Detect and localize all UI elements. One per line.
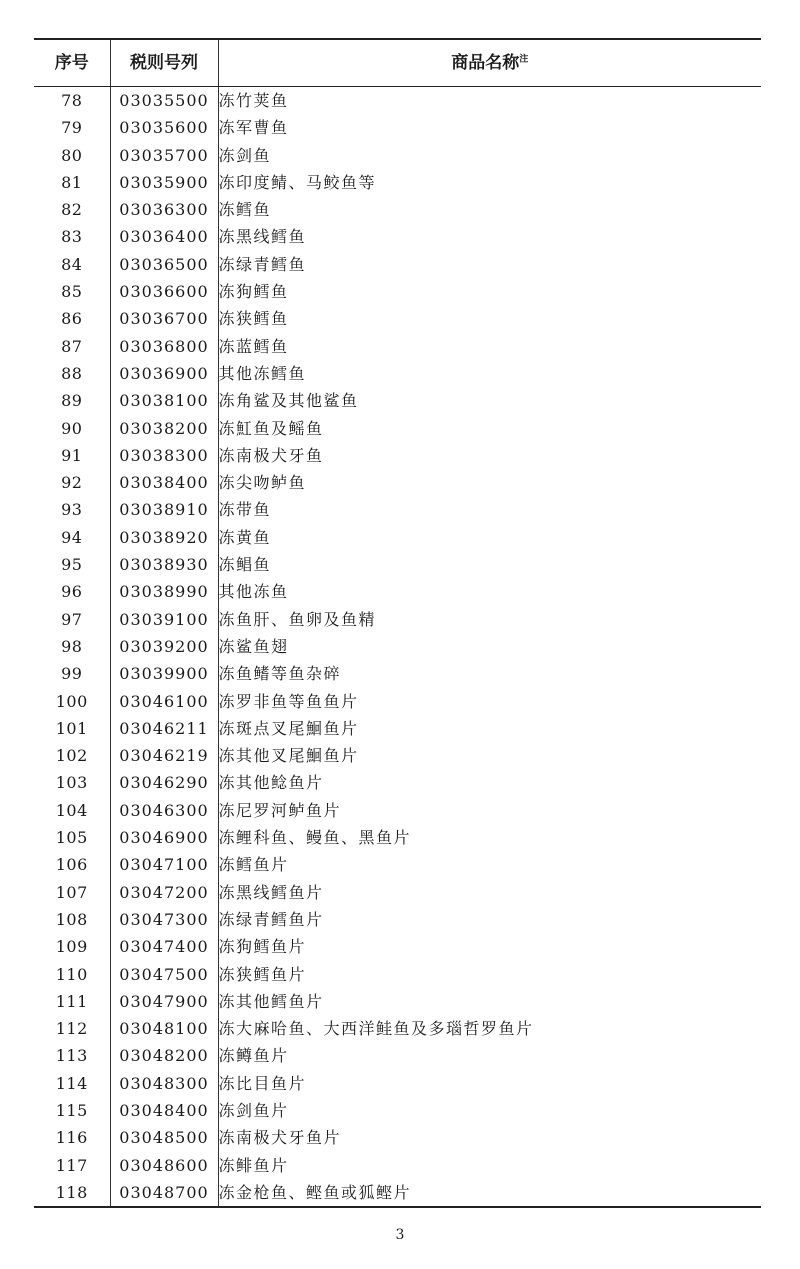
row-serial-number: 118 bbox=[34, 1179, 110, 1207]
row-serial-number: 98 bbox=[34, 633, 110, 660]
row-tariff-code: 03046100 bbox=[110, 688, 218, 715]
header-note-mark: 注 bbox=[519, 54, 529, 65]
row-product-name: 冻剑鱼 bbox=[218, 142, 761, 169]
header-product-name bbox=[218, 39, 761, 87]
row-tariff-code: 03046290 bbox=[110, 769, 218, 796]
table-row bbox=[34, 142, 761, 169]
row-tariff-code: 03039100 bbox=[110, 606, 218, 633]
row-tariff-code: 03039900 bbox=[110, 660, 218, 687]
table-row bbox=[34, 1070, 761, 1097]
row-serial-number: 110 bbox=[34, 961, 110, 988]
table-row bbox=[34, 1179, 761, 1207]
row-serial-number: 105 bbox=[34, 824, 110, 851]
row-serial-number: 96 bbox=[34, 578, 110, 605]
row-tariff-code: 03048600 bbox=[110, 1152, 218, 1179]
row-tariff-code: 03046211 bbox=[110, 715, 218, 742]
row-tariff-code: 03048200 bbox=[110, 1042, 218, 1069]
row-serial-number: 89 bbox=[34, 387, 110, 414]
row-serial-number: 91 bbox=[34, 442, 110, 469]
row-serial-number: 113 bbox=[34, 1042, 110, 1069]
row-serial-number: 107 bbox=[34, 879, 110, 906]
row-tariff-code: 03036800 bbox=[110, 333, 218, 360]
row-tariff-code: 03048300 bbox=[110, 1070, 218, 1097]
row-serial-number: 111 bbox=[34, 988, 110, 1015]
row-product-name: 冻南极犬牙鱼 bbox=[218, 442, 761, 469]
row-product-name: 冻鳕鱼 bbox=[218, 196, 761, 223]
row-tariff-code: 03036500 bbox=[110, 251, 218, 278]
row-product-name: 冻其他叉尾鮰鱼片 bbox=[218, 742, 761, 769]
row-tariff-code: 03047900 bbox=[110, 988, 218, 1015]
table-row bbox=[34, 906, 761, 933]
row-serial-number: 78 bbox=[34, 87, 110, 115]
row-product-name: 冻比目鱼片 bbox=[218, 1070, 761, 1097]
table-row bbox=[34, 1124, 761, 1151]
table-row bbox=[34, 469, 761, 496]
row-tariff-code: 03035700 bbox=[110, 142, 218, 169]
tariff-table bbox=[34, 38, 761, 1208]
row-serial-number: 92 bbox=[34, 469, 110, 496]
row-serial-number: 97 bbox=[34, 606, 110, 633]
row-tariff-code: 03038920 bbox=[110, 524, 218, 551]
table-row bbox=[34, 1015, 761, 1042]
row-product-name: 冻鲤科鱼、鳗鱼、黑鱼片 bbox=[218, 824, 761, 851]
table-row bbox=[34, 742, 761, 769]
row-tariff-code: 03038400 bbox=[110, 469, 218, 496]
row-serial-number: 93 bbox=[34, 496, 110, 523]
table-row bbox=[34, 824, 761, 851]
row-product-name: 冻尖吻鲈鱼 bbox=[218, 469, 761, 496]
table-row bbox=[34, 578, 761, 605]
row-tariff-code: 03047100 bbox=[110, 851, 218, 878]
table-row bbox=[34, 524, 761, 551]
row-tariff-code: 03038930 bbox=[110, 551, 218, 578]
table-row bbox=[34, 496, 761, 523]
row-tariff-code: 03048700 bbox=[110, 1179, 218, 1207]
row-tariff-code: 03035900 bbox=[110, 169, 218, 196]
table-header bbox=[34, 39, 761, 87]
row-serial-number: 83 bbox=[34, 223, 110, 250]
row-tariff-code: 03038200 bbox=[110, 415, 218, 442]
row-serial-number: 117 bbox=[34, 1152, 110, 1179]
table-row bbox=[34, 333, 761, 360]
row-product-name: 冻鲳鱼 bbox=[218, 551, 761, 578]
row-tariff-code: 03036400 bbox=[110, 223, 218, 250]
row-serial-number: 82 bbox=[34, 196, 110, 223]
row-tariff-code: 03047500 bbox=[110, 961, 218, 988]
row-serial-number: 108 bbox=[34, 906, 110, 933]
row-product-name: 冻狗鳕鱼 bbox=[218, 278, 761, 305]
row-product-name: 冻鳕鱼片 bbox=[218, 851, 761, 878]
header-tariff-code: 税则号列 bbox=[110, 39, 218, 87]
table-row bbox=[34, 1152, 761, 1179]
row-product-name: 冻罗非鱼等鱼鱼片 bbox=[218, 688, 761, 715]
row-product-name: 冻鲨鱼翅 bbox=[218, 633, 761, 660]
row-product-name: 冻鳟鱼片 bbox=[218, 1042, 761, 1069]
row-serial-number: 102 bbox=[34, 742, 110, 769]
row-tariff-code: 03048500 bbox=[110, 1124, 218, 1151]
row-serial-number: 101 bbox=[34, 715, 110, 742]
row-serial-number: 86 bbox=[34, 305, 110, 332]
table-row bbox=[34, 223, 761, 250]
table-row bbox=[34, 606, 761, 633]
row-serial-number: 81 bbox=[34, 169, 110, 196]
row-serial-number: 87 bbox=[34, 333, 110, 360]
row-tariff-code: 03035600 bbox=[110, 114, 218, 141]
row-product-name: 冻金枪鱼、鲣鱼或狐鲣片 bbox=[218, 1179, 761, 1207]
header-product-name-label: 商品名称 bbox=[451, 53, 520, 73]
table-row bbox=[34, 879, 761, 906]
row-serial-number: 104 bbox=[34, 797, 110, 824]
row-serial-number: 90 bbox=[34, 415, 110, 442]
row-serial-number: 94 bbox=[34, 524, 110, 551]
table-row bbox=[34, 797, 761, 824]
table-row bbox=[34, 1042, 761, 1069]
header-row bbox=[34, 39, 761, 87]
table-row bbox=[34, 769, 761, 796]
row-product-name: 冻带鱼 bbox=[218, 496, 761, 523]
row-tariff-code: 03036300 bbox=[110, 196, 218, 223]
row-product-name: 冻狗鳕鱼片 bbox=[218, 933, 761, 960]
table-row bbox=[34, 851, 761, 878]
row-product-name: 其他冻鳕鱼 bbox=[218, 360, 761, 387]
row-product-name: 冻狭鳕鱼片 bbox=[218, 961, 761, 988]
row-tariff-code: 03038910 bbox=[110, 496, 218, 523]
row-serial-number: 109 bbox=[34, 933, 110, 960]
table-row bbox=[34, 278, 761, 305]
row-product-name: 冻印度鲭、马鲛鱼等 bbox=[218, 169, 761, 196]
table-row bbox=[34, 688, 761, 715]
page-number: 3 bbox=[395, 1227, 405, 1243]
row-product-name: 冻蓝鳕鱼 bbox=[218, 333, 761, 360]
row-product-name: 冻鱼鳍等鱼杂碎 bbox=[218, 660, 761, 687]
row-tariff-code: 03047400 bbox=[110, 933, 218, 960]
table-row bbox=[34, 387, 761, 414]
row-serial-number: 88 bbox=[34, 360, 110, 387]
row-product-name: 冻大麻哈鱼、大西洋鲑鱼及多瑙哲罗鱼片 bbox=[218, 1015, 761, 1042]
table-row bbox=[34, 360, 761, 387]
table-row bbox=[34, 933, 761, 960]
table-row bbox=[34, 715, 761, 742]
row-tariff-code: 03039200 bbox=[110, 633, 218, 660]
row-serial-number: 99 bbox=[34, 660, 110, 687]
row-serial-number: 100 bbox=[34, 688, 110, 715]
row-serial-number: 106 bbox=[34, 851, 110, 878]
table-row bbox=[34, 660, 761, 687]
table-row bbox=[34, 442, 761, 469]
row-product-name: 冻黑线鳕鱼片 bbox=[218, 879, 761, 906]
row-tariff-code: 03036900 bbox=[110, 360, 218, 387]
row-tariff-code: 03048100 bbox=[110, 1015, 218, 1042]
table-row bbox=[34, 196, 761, 223]
row-tariff-code: 03038300 bbox=[110, 442, 218, 469]
row-tariff-code: 03038100 bbox=[110, 387, 218, 414]
row-product-name: 冻尼罗河鲈鱼片 bbox=[218, 797, 761, 824]
row-serial-number: 79 bbox=[34, 114, 110, 141]
row-serial-number: 114 bbox=[34, 1070, 110, 1097]
table-row bbox=[34, 633, 761, 660]
row-product-name: 冻黄鱼 bbox=[218, 524, 761, 551]
row-product-name: 冻鲱鱼片 bbox=[218, 1152, 761, 1179]
row-tariff-code: 03038990 bbox=[110, 578, 218, 605]
row-product-name: 冻剑鱼片 bbox=[218, 1097, 761, 1124]
row-tariff-code: 03046900 bbox=[110, 824, 218, 851]
row-product-name: 冻黑线鳕鱼 bbox=[218, 223, 761, 250]
table-row bbox=[34, 551, 761, 578]
row-tariff-code: 03048400 bbox=[110, 1097, 218, 1124]
table-row bbox=[34, 87, 761, 115]
row-product-name: 冻绿青鳕鱼片 bbox=[218, 906, 761, 933]
table-row bbox=[34, 169, 761, 196]
row-tariff-code: 03046219 bbox=[110, 742, 218, 769]
row-tariff-code: 03036700 bbox=[110, 305, 218, 332]
row-tariff-code: 03047200 bbox=[110, 879, 218, 906]
row-product-name: 冻角鲨及其他鲨鱼 bbox=[218, 387, 761, 414]
row-serial-number: 115 bbox=[34, 1097, 110, 1124]
row-product-name: 冻军曹鱼 bbox=[218, 114, 761, 141]
row-serial-number: 80 bbox=[34, 142, 110, 169]
row-product-name: 冻魟鱼及鳐鱼 bbox=[218, 415, 761, 442]
table-row bbox=[34, 305, 761, 332]
table-body bbox=[34, 87, 761, 1208]
row-serial-number: 103 bbox=[34, 769, 110, 796]
row-serial-number: 116 bbox=[34, 1124, 110, 1151]
row-tariff-code: 03046300 bbox=[110, 797, 218, 824]
row-product-name: 冻竹荚鱼 bbox=[218, 87, 761, 115]
row-tariff-code: 03035500 bbox=[110, 87, 218, 115]
row-serial-number: 112 bbox=[34, 1015, 110, 1042]
row-product-name: 冻鱼肝、鱼卵及鱼精 bbox=[218, 606, 761, 633]
table-row bbox=[34, 988, 761, 1015]
table-row bbox=[34, 114, 761, 141]
header-serial-number: 序号 bbox=[34, 39, 110, 87]
row-serial-number: 85 bbox=[34, 278, 110, 305]
row-product-name: 其他冻鱼 bbox=[218, 578, 761, 605]
row-tariff-code: 03036600 bbox=[110, 278, 218, 305]
table-row bbox=[34, 961, 761, 988]
row-product-name: 冻狭鳕鱼 bbox=[218, 305, 761, 332]
row-serial-number: 95 bbox=[34, 551, 110, 578]
row-product-name: 冻南极犬牙鱼片 bbox=[218, 1124, 761, 1151]
row-product-name: 冻绿青鳕鱼 bbox=[218, 251, 761, 278]
row-tariff-code: 03047300 bbox=[110, 906, 218, 933]
row-product-name: 冻其他鳕鱼片 bbox=[218, 988, 761, 1015]
row-product-name: 冻斑点叉尾鮰鱼片 bbox=[218, 715, 761, 742]
row-serial-number: 84 bbox=[34, 251, 110, 278]
table-row bbox=[34, 1097, 761, 1124]
table-row bbox=[34, 251, 761, 278]
row-product-name: 冻其他鲶鱼片 bbox=[218, 769, 761, 796]
table-row bbox=[34, 415, 761, 442]
